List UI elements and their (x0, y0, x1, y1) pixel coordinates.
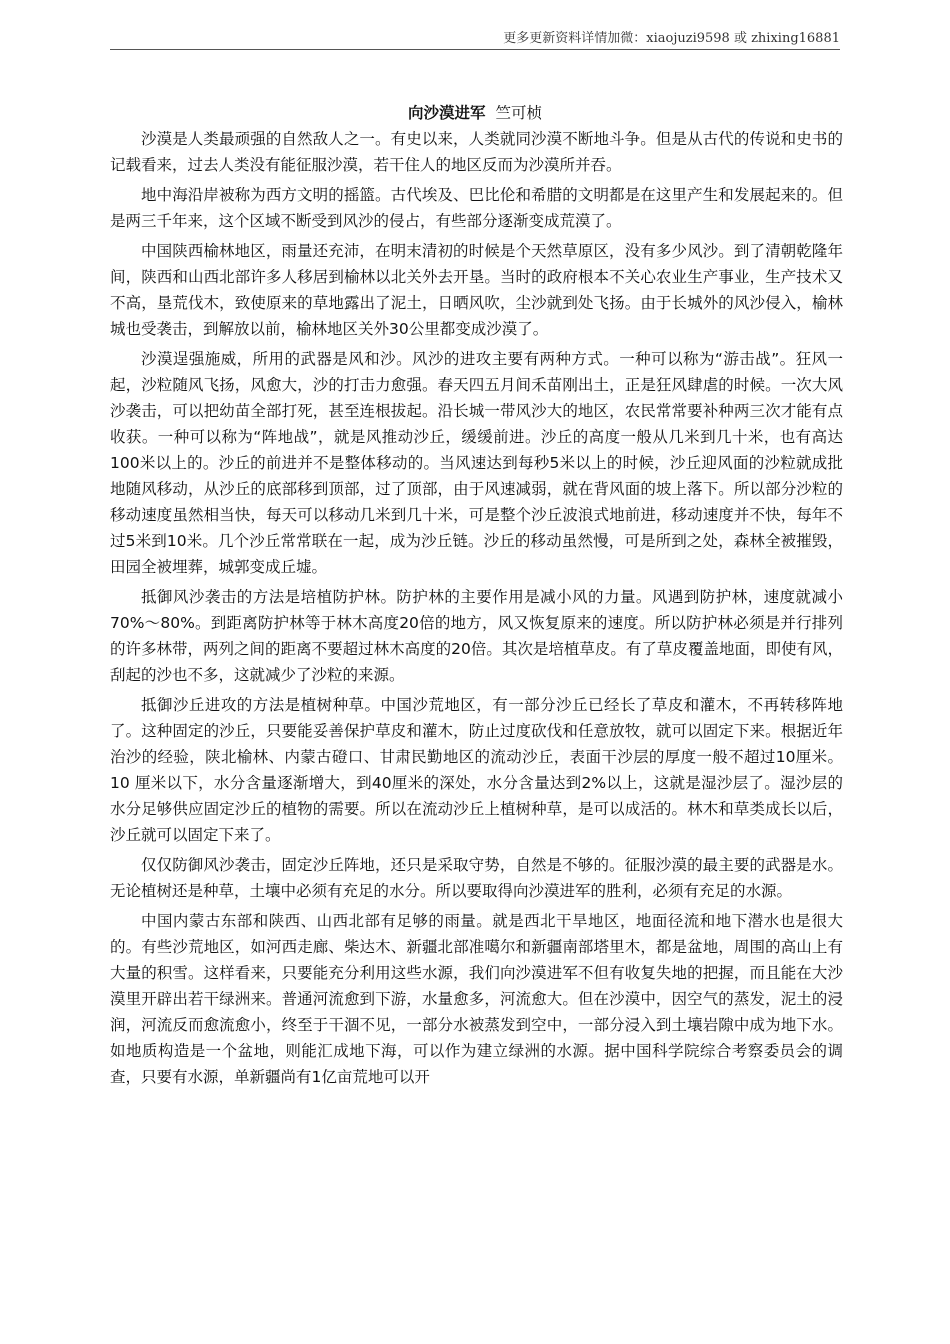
paragraph: 沙漠是人类最顽强的自然敌人之一。有史以来，人类就同沙漠不断地斗争。但是从古代的传说和史书的记载看来，过去人类没有能征服沙漠，若干住人的地区反而为沙漠所并吞。 (110, 130, 843, 174)
header-divider (110, 49, 840, 50)
article-heading (110, 101, 840, 123)
paragraph: 地中海沿岸被称为西方文明的摇篮。古代埃及、巴比伦和希腊的文明都是在这里产生和发展起来的。但是两三千年来，这个区域不断受到风沙的侵占，有些部分逐渐变成荒漠了。 (110, 186, 843, 230)
header-promo-note: 更多更新资料详情加微：xiaojuzi9598 或 zhixing16881 (503, 31, 840, 46)
paragraph: 中国陕西榆林地区，雨量还充沛，在明末清初的时候是个天然草原区，没有多少风沙。到了清朝乾隆年间，陕西和山西北部许多人移居到榆林以北关外去开垦。当时的政府根本不关心农业生产事业，生产技术又不高，垦荒伐木，致使原来的草地露出了泥土，日晒风吹，尘沙就到处飞扬。由于长城外的风沙侵入，榆林城也受袭击，到解放以前，榆林地区关外30公里都变成沙漠了。 (110, 242, 843, 338)
article-body (110, 126, 843, 1094)
article-title: 向沙漠进军 (407, 104, 486, 122)
paragraph: 沙漠逞强施威，所用的武器是风和沙。风沙的进攻主要有两种方式。一种可以称为“游击战”。狂风一起，沙粒随风飞扬，风愈大，沙的打击力愈强。春天四五月间禾苗刚出土，正是狂风肆虐的时候。一次大风沙袭击，可以把幼苗全部打死，甚至连根拔起。沿长城一带风沙大的地区，农民常常要补种两三次才能有点收获。一种可以称为“阵地战”，就是风推动沙丘，缓缓前进。沙丘的高度一般从几米到几十米，也有高达100米以上的。沙丘的前进并不是整体移动的。当风速达到每秒5米以上的时候，沙丘迎风面的沙粒就成批地随风移动，从沙丘的底部移到顶部，过了顶部，由于风速减弱，就在背风面的坡上落下。所以部分沙粒的移动速度虽然相当快，每天可以移动几米到几十米，可是整个沙丘波浪式地前进，移动速度并不快，每年不过5米到10米。几个沙丘常常联在一起，成为沙丘链。沙丘的移动虽然慢，可是所到之处，森林全被摧毁，田园全被埋葬，城郭变成丘墟。 (110, 350, 843, 576)
paragraph: 中国内蒙古东部和陕西、山西北部有足够的雨量。就是西北干旱地区，地面径流和地下潜水也是很大的。有些沙荒地区，如河西走廊、柴达木、新疆北部准噶尔和新疆南部塔里木，都是盆地，周围的高山上有大量的积雪。这样看来，只要能充分利用这些水源，我们向沙漠进军不但有收复失地的把握，而且能在大沙漠里开辟出若干绿洲来。普通河流愈到下游，水量愈多，河流愈大。但在沙漠中，因空气的蒸发，泥土的浸润，河流反而愈流愈小，终至于干涸不见，一部分水被蒸发到空中，一部分浸入到土壤岩隙中成为地下水。如地质构造是一个盆地，则能汇成地下海，可以作为建立绿洲的水源。据中国科学院综合考察委员会的调查，只要有水源，单新疆尚有1亿亩荒地可以开 (110, 912, 843, 1086)
paragraph: 抵御风沙袭击的方法是培植防护林。防护林的主要作用是减小风的力量。风遇到防护林，速度就减小70%～80%。到距离防护林等于林木高度20倍的地方，风又恢复原来的速度。所以防护林必须是并行排列的许多林带，两列之间的距离不要超过林木高度的20倍。其次是培植草皮。有了草皮覆盖地面，即使有风，刮起的沙也不多，这就减少了沙粒的来源。 (110, 588, 843, 684)
paragraph: 仅仅防御风沙袭击，固定沙丘阵地，还只是采取守势，自然是不够的。征服沙漠的最主要的武器是水。无论植树还是种草，土壤中必须有充足的水分。所以要取得向沙漠进军的胜利，必须有充足的水源。 (110, 856, 843, 900)
paragraph: 抵御沙丘进攻的方法是植树种草。中国沙荒地区，有一部分沙丘已经长了草皮和灌木，不再转移阵地了。这种固定的沙丘，只要能妥善保护草皮和灌木，防止过度砍伐和任意放牧，就可以固定下来。根据近年治沙的经验，陕北榆林、内蒙古磴口、甘肃民勤地区的流动沙丘，表面干沙层的厚度一般不超过10厘米。10 厘米以下，水分含量逐渐增大，到40厘米的深处，水分含量达到2%以上，这就是湿沙层了。湿沙层的水分足够供应固定沙丘的植物的需要。所以在流动沙丘上植树种草，是可以成活的。林木和草类成长以后，沙丘就可以固定下来了。 (110, 696, 843, 844)
article-author: 竺可桢 (495, 104, 543, 122)
